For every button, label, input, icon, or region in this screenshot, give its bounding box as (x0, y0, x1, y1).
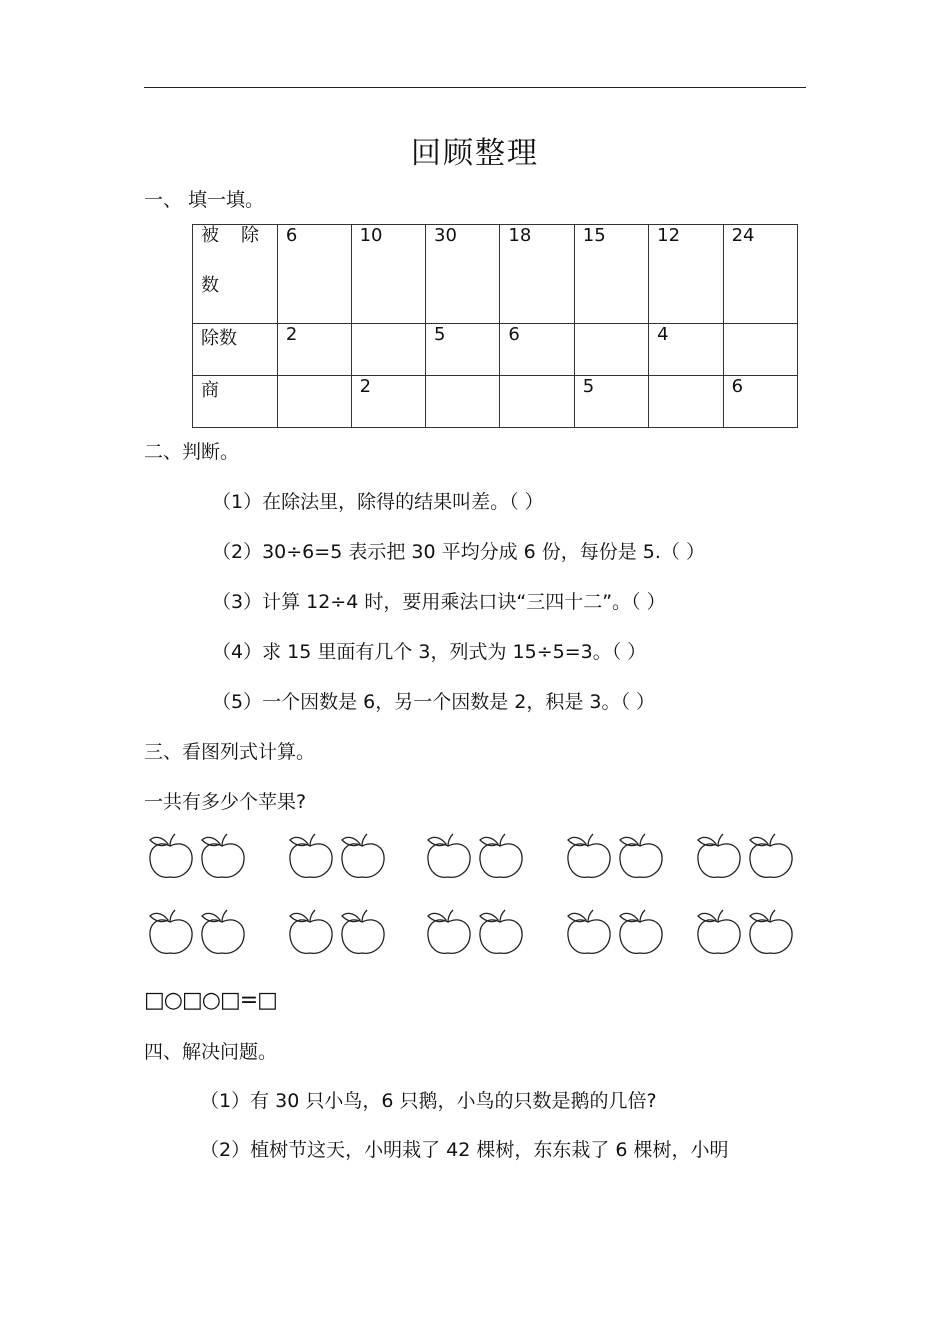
table-cell: 12 (649, 225, 723, 324)
apple-icon (698, 834, 740, 877)
header-rule (144, 87, 806, 88)
table-cell: 2 (351, 376, 425, 428)
row-label-dividend-line1: 被 除 (201, 225, 259, 246)
apple-icon (290, 910, 332, 953)
apple-icon (342, 834, 384, 877)
apple-icon (750, 910, 792, 953)
table-cell (351, 324, 425, 376)
table-cell (426, 376, 500, 428)
apple-icon (480, 910, 522, 953)
division-table (192, 224, 798, 428)
apple-icon (428, 910, 470, 953)
section3-heading: 三、看图列式计算。 (144, 741, 316, 763)
row-label-divisor: 除数 (193, 324, 278, 376)
table-cell: 18 (500, 225, 574, 324)
row-label-dividend-line2: 数 (201, 275, 219, 296)
table-cell: 5 (426, 324, 500, 376)
judgment-item: （4）求 15 里面有几个 3，列式为 15÷5=3。（ ） (212, 641, 647, 663)
apple-icon (342, 910, 384, 953)
table-cell (649, 376, 723, 428)
problem-item: （1）有 30 只小鸟，6 只鹅，小鸟的只数是鹅的几倍? (200, 1090, 657, 1112)
formula-blanks: □○□○□=□ (144, 988, 277, 1013)
table-row-divisor (193, 324, 798, 376)
table-cell: 4 (649, 324, 723, 376)
table-cell: 6 (723, 376, 797, 428)
table-cell (500, 376, 574, 428)
table-cell: 15 (574, 225, 648, 324)
table-cell (723, 324, 797, 376)
apple-icon (150, 834, 192, 877)
apple-icon (620, 910, 662, 953)
page-title: 回顾整理 (411, 136, 539, 171)
table-cell (277, 376, 351, 428)
row-label-dividend (193, 225, 278, 324)
apple-icon (620, 834, 662, 877)
table-cell: 6 (277, 225, 351, 324)
apple-icon (568, 834, 610, 877)
section1-heading: 一、 填一填。 (144, 189, 265, 211)
section2-heading: 二、判断。 (144, 441, 240, 463)
table-cell (574, 324, 648, 376)
table-cell: 6 (500, 324, 574, 376)
apple-icon (568, 910, 610, 953)
table-row-dividend (193, 225, 798, 324)
judgment-item: （2）30÷6=5 表示把 30 平均分成 6 份，每份是 5.（ ） (212, 541, 705, 563)
apple-icon (480, 834, 522, 877)
apple-icon (202, 910, 244, 953)
section4-heading: 四、解决问题。 (144, 1041, 278, 1063)
judgment-item: （3）计算 12÷4 时，要用乘法口诀“三四十二”。（ ） (212, 591, 666, 613)
table-cell: 10 (351, 225, 425, 324)
problem-item: （2）植树节这天，小明栽了 42 棵树，东东栽了 6 棵树，小明 (200, 1139, 729, 1161)
judgment-item: （1）在除法里，除得的结果叫差。（ ） (212, 491, 544, 513)
table-cell: 5 (574, 376, 648, 428)
apple-icon (428, 834, 470, 877)
table-row-quotient (193, 376, 798, 428)
table-cell: 24 (723, 225, 797, 324)
apple-illustration (144, 824, 806, 964)
apple-icon (698, 910, 740, 953)
judgment-item: （5）一个因数是 6，另一个因数是 2，积是 3。（ ） (212, 691, 656, 713)
apple-icon (750, 834, 792, 877)
apple-question: 一共有多少个苹果? (144, 791, 307, 813)
apple-icon (150, 910, 192, 953)
table-cell: 30 (426, 225, 500, 324)
apple-icon (290, 834, 332, 877)
table-cell: 2 (277, 324, 351, 376)
apple-icon (202, 834, 244, 877)
row-label-quotient: 商 (193, 376, 278, 428)
